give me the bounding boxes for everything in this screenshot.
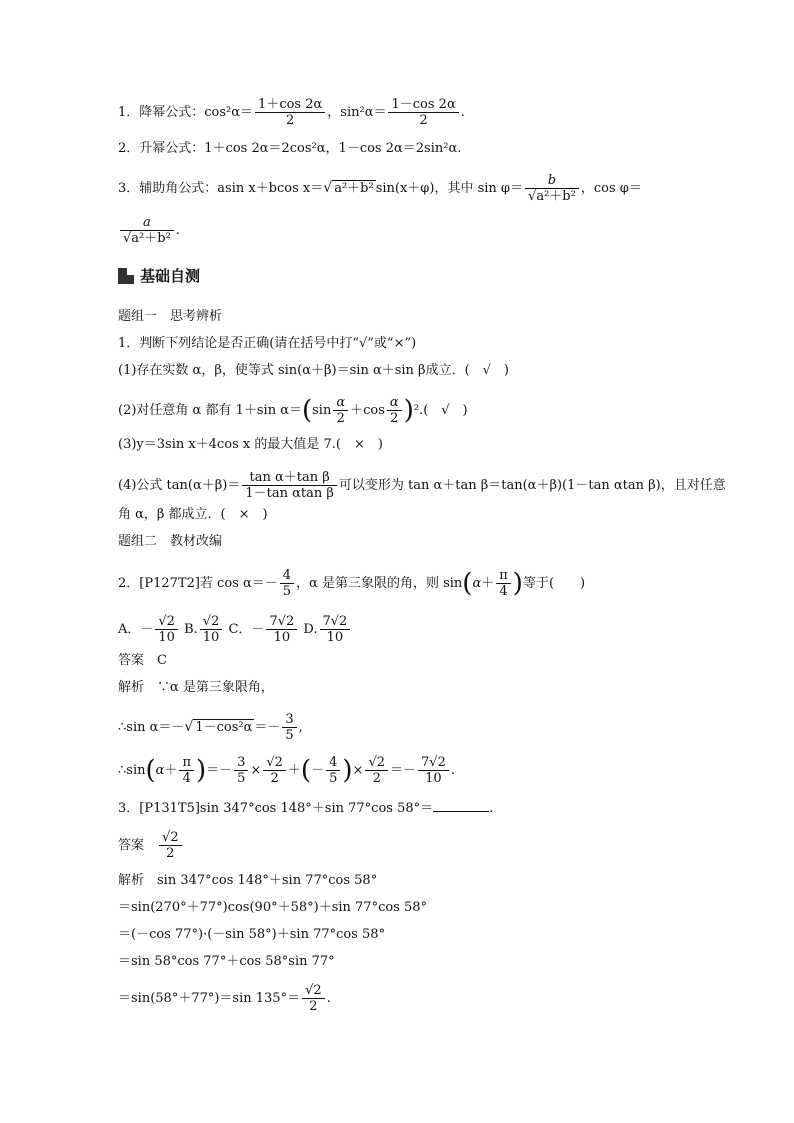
solution-3-line4: ＝sin 58°cos 77°＋cos 58°sin 77°	[118, 954, 335, 969]
group2-title: 题组二 教材改编	[118, 534, 223, 549]
fraction: $\frac{b}{\text{√a²＋b²}}$	[525, 173, 579, 204]
formula-1: 1．降幂公式：cos²α＝ $\frac{1+\cos 2\alpha}{2}$ ，sin²α＝ $\frac{1-\cos 2\alpha}{2}$ .	[118, 97, 465, 128]
question-1-4: (4)公式 tan(α＋β)＝ $\frac{\text{tan α＋tan β}}{\text{1－tan αtan β}}$ 可以变形为 tan α＋tan β＝tan(α＋β)(1－tan αtan β)，且对任意	[118, 470, 726, 501]
formula-2: 2．升幂公式：1＋cos 2α＝2cos²α，1－cos 2α＝2sin²α.	[118, 141, 462, 156]
solution-2-step2: ∴sin(α＋ $\frac{\pi}{4}$ )＝－ $\frac{3}{5}$ × $\frac{√2}{2}$ ＋(－ $\frac{4}{5}$ )× $\frac{√2}{2}$ ＝－ $\frac{7√2}{10}$ .	[118, 755, 455, 786]
solution-2: 解析 ∵α 是第三象限角，	[118, 680, 274, 695]
question-2-options: A．－ $\frac{√2}{10}$ B. $\frac{√2}{10}$ C．－ $\frac{7√2}{10}$ D. $\frac{7√2}{10}$	[118, 614, 352, 645]
solution-3-line2: ＝sin(270°＋77°)cos(90°＋58°)＋sin 77°cos 58°	[118, 900, 428, 915]
section-heading	[118, 265, 200, 286]
question-1: 1．判断下列结论是否正确(请在括号中打“√”或“×”)	[118, 336, 417, 351]
solution-2-step1: ∴sin α＝－√ 1－cos²α ＝－ $\frac{3}{5}$ ,	[118, 712, 303, 743]
question-2: 2．[P127T2]若 cos α＝－ $\frac{4}{5}$ ，α 是第三象限的角，则 sin(α＋ $\frac{\pi}{4}$ )等于( )	[118, 568, 586, 599]
section-title: 基础自测	[140, 267, 201, 285]
formula-1-label: 1．降幂公式：cos²α＝	[118, 105, 254, 120]
fraction: $\frac{1+\cos 2\alpha}{2}$	[255, 97, 325, 128]
fraction: $\frac{a}{\text{√a²＋b²}}$	[120, 215, 174, 246]
group1-title: 题组一 思考辨析	[118, 309, 223, 324]
solution-3-line1: 解析 sin 347°cos 148°＋sin 77°cos 58°	[118, 873, 378, 888]
formula-3-cont: $\frac{a}{\text{√a²＋b²}}$ .	[118, 215, 180, 246]
question-1-2: (2)对任意角 α 都有 1＋sin α＝(sin $\frac{\alpha}{2}$ ＋cos $\frac{\alpha}{2}$ )².( √ )	[118, 395, 468, 426]
question-1-3: (3)y＝3sin x＋4cos x 的最大值是 7.( × )	[118, 437, 383, 452]
solution-3-line5: ＝sin(58°＋77°)＝sin 135°＝ $\frac{√2}{2}$ .	[118, 983, 331, 1014]
fraction: $\frac{1-\cos 2\alpha}{2}$	[388, 97, 458, 128]
solution-3-line3: ＝(－cos 77°)·(－sin 58°)＋sin 77°cos 58°	[118, 927, 386, 942]
answer-3: 答案 $\frac{√2}{2}$	[118, 830, 184, 861]
sqrt: √ a²＋b²	[323, 180, 374, 196]
question-1-4-cont: 角 α，β 都成立．( × )	[118, 507, 268, 522]
question-1-1: (1)存在实数 α，β，使等式 sin(α＋β)＝sin α＋sin β成立．( √ )	[118, 363, 510, 378]
answer-blank	[433, 799, 489, 812]
question-3: 3．[P131T5]sin 347°cos 148°＋sin 77°cos 58°＝ .	[118, 801, 494, 816]
formula-3: 3．辅助角公式：asin x＋bcos x＝√ a²＋b² sin(x＋φ)，其中 sin φ＝ $\frac{b}{\text{√a²＋b²}}$ ，cos φ＝	[118, 173, 642, 204]
section-square-icon	[118, 268, 134, 284]
answer-2: 答案 C	[118, 653, 167, 668]
